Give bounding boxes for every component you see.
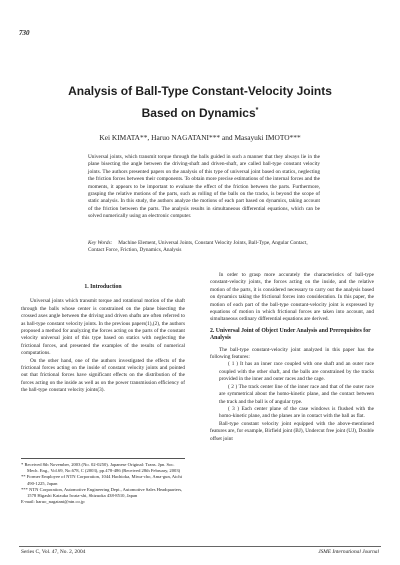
footnote-2: ** Former Employee of NTN Corporation, 1044 Hachioka, Miwa-cho, Ama-gun, Aichi 490-1225, Japan (21, 474, 183, 486)
right-paragraph-2: The ball-type constant-velocity joint analyzed in this paper has the following features: (210, 346, 374, 361)
title-line-2-text: Based on Dynamics (141, 106, 256, 120)
keywords-label: Key Words: (88, 240, 113, 246)
right-paragraph-1: In order to grasp more accurately the characteristics of ball-type constant-velocity joints, the forces acting on the inside, and the relative motion of the parts, it is considered necessary to carry out the analysis based on dynamics taking the frictional forces into consideration. In this paper, the motion of each part of the ball-type constant-velocity joint is expressed by equations of motion in which frictional forces are taken into account, and simultaneous ordinary differential equations are derived. (210, 272, 374, 323)
title-footnote-mark: * (255, 107, 259, 114)
feature-item-2: ( 2 ) The track center line of the inner race and that of the outer race are symmetrical about the homo-kinetic plane, and the contact between the track and the ball is of angular type. (219, 383, 374, 405)
left-column (21, 272, 185, 395)
title-line-2 (20, 101, 380, 123)
feature-item-1: ( 1 ) It has an inner race coupled with one shaft and an outer race coupled with the other shaft, and the balls are constrained by the tracks provided in the inner and outer races and the cage. (219, 361, 374, 383)
abstract: Universal joints, which transmit torque through the balls guided in such a manner that they always lie in the plane bisecting the angle between the driving-shaft and driven-shaft, are called ball-type constant velocity joints. The authors presented papers on the analysis of this type of universal joint based on statics, neglecting the friction forces between their components. To obtain more precise estimations of the internal forces and the moments, it appears to be important to evaluate the effect of the friction between the parts. Furthermore, grasping the relative motions of the parts, such as rolling of the balls on the tracks, is beyond the scope of static analysis. In this study, the authors analyze the motions of each part based on dynamics, taking account of the friction between the parts. The analysis results in simultaneous differential equations, which can be solved numerically using an electronic computer. (88, 154, 320, 220)
author-list: Kei KIMATA**, Haruo NAGATANI*** and Masayuki IMOTO*** (99, 133, 301, 142)
keywords-text: Machine Element, Universal Joints, Constant Velocity Joints, Ball-Type, Angular Contact, Contact Force, Friction, Dynamics, Analysis (88, 240, 308, 254)
footer-journal-name: JSME International Journal (318, 549, 379, 555)
footnote-1: * Received 8th November, 2003 (No. 02-0250). Japanese Original: Trans. Jpn. Soc. Mech. Eng., Vol.69, No.678, C (2003), pp.478-486 (Received 28th February, 2003) (21, 462, 181, 474)
footer-journal-volume: Series C, Vol. 47, No. 2, 2004 (21, 549, 86, 555)
footnotes (21, 458, 185, 505)
footnote-4: E-mail: haruo_nagatani@ntn.co.jp (21, 499, 85, 505)
intro-paragraph-1: Universal joints which transmit torque and rotational motion of the shaft through the balls whose center is constrained on the plane bisecting the crossed axes angle between the driving and driven shafts are often referred to as ball-type constant velocity joints. In the previous papers(1),(2), the authors proposed a method for analyzing the forces acting on the parts of the constant velocity universal joint of this type based on statics with neglecting the frictional forces, and presented the examples of the results of numerical computations. (21, 298, 185, 357)
footer-rule (19, 546, 381, 547)
intro-paragraph-2: On the other hand, one of the authors investigated the effects of the frictional forces acting on the inside of constant velocity joints and pointed out that frictional forces have significant effects on the distribution of the forces acting on the inside as well as on the power transmission efficiency of the ball-type constant velocity joints(3). (21, 357, 185, 394)
footnote-3: *** NTN Corporation, Automotive Engineering Dept., Automotive Sales Headquarters, 1578 Higashi Kaizuka Iwata-shi, Shizuoka 438-8510, Japan (21, 486, 183, 499)
section-2-heading: 2. Universal Joint of Object Under Analysis and Prerequisites for Analysis (210, 327, 371, 342)
page-number: 730 (19, 29, 30, 37)
title-line-1: Analysis of Ball-Type Constant-Velocity Joints (68, 84, 332, 98)
paper-title (20, 82, 380, 123)
right-column (210, 272, 374, 443)
section-1-heading: 1. Introduction (84, 284, 122, 290)
right-paragraph-3: Ball-type constant velocity joint equipped with the above-mentioned features are, for example, Birfield joint (BJ), Undercut free joint (UJ), Double offset joint (210, 420, 374, 442)
keywords (88, 240, 320, 255)
feature-item-3: ( 3 ) Each center plane of the case windows is flushed with the homo-kinetic plane, and the planes are in contact with the ball as flat. (219, 405, 374, 420)
